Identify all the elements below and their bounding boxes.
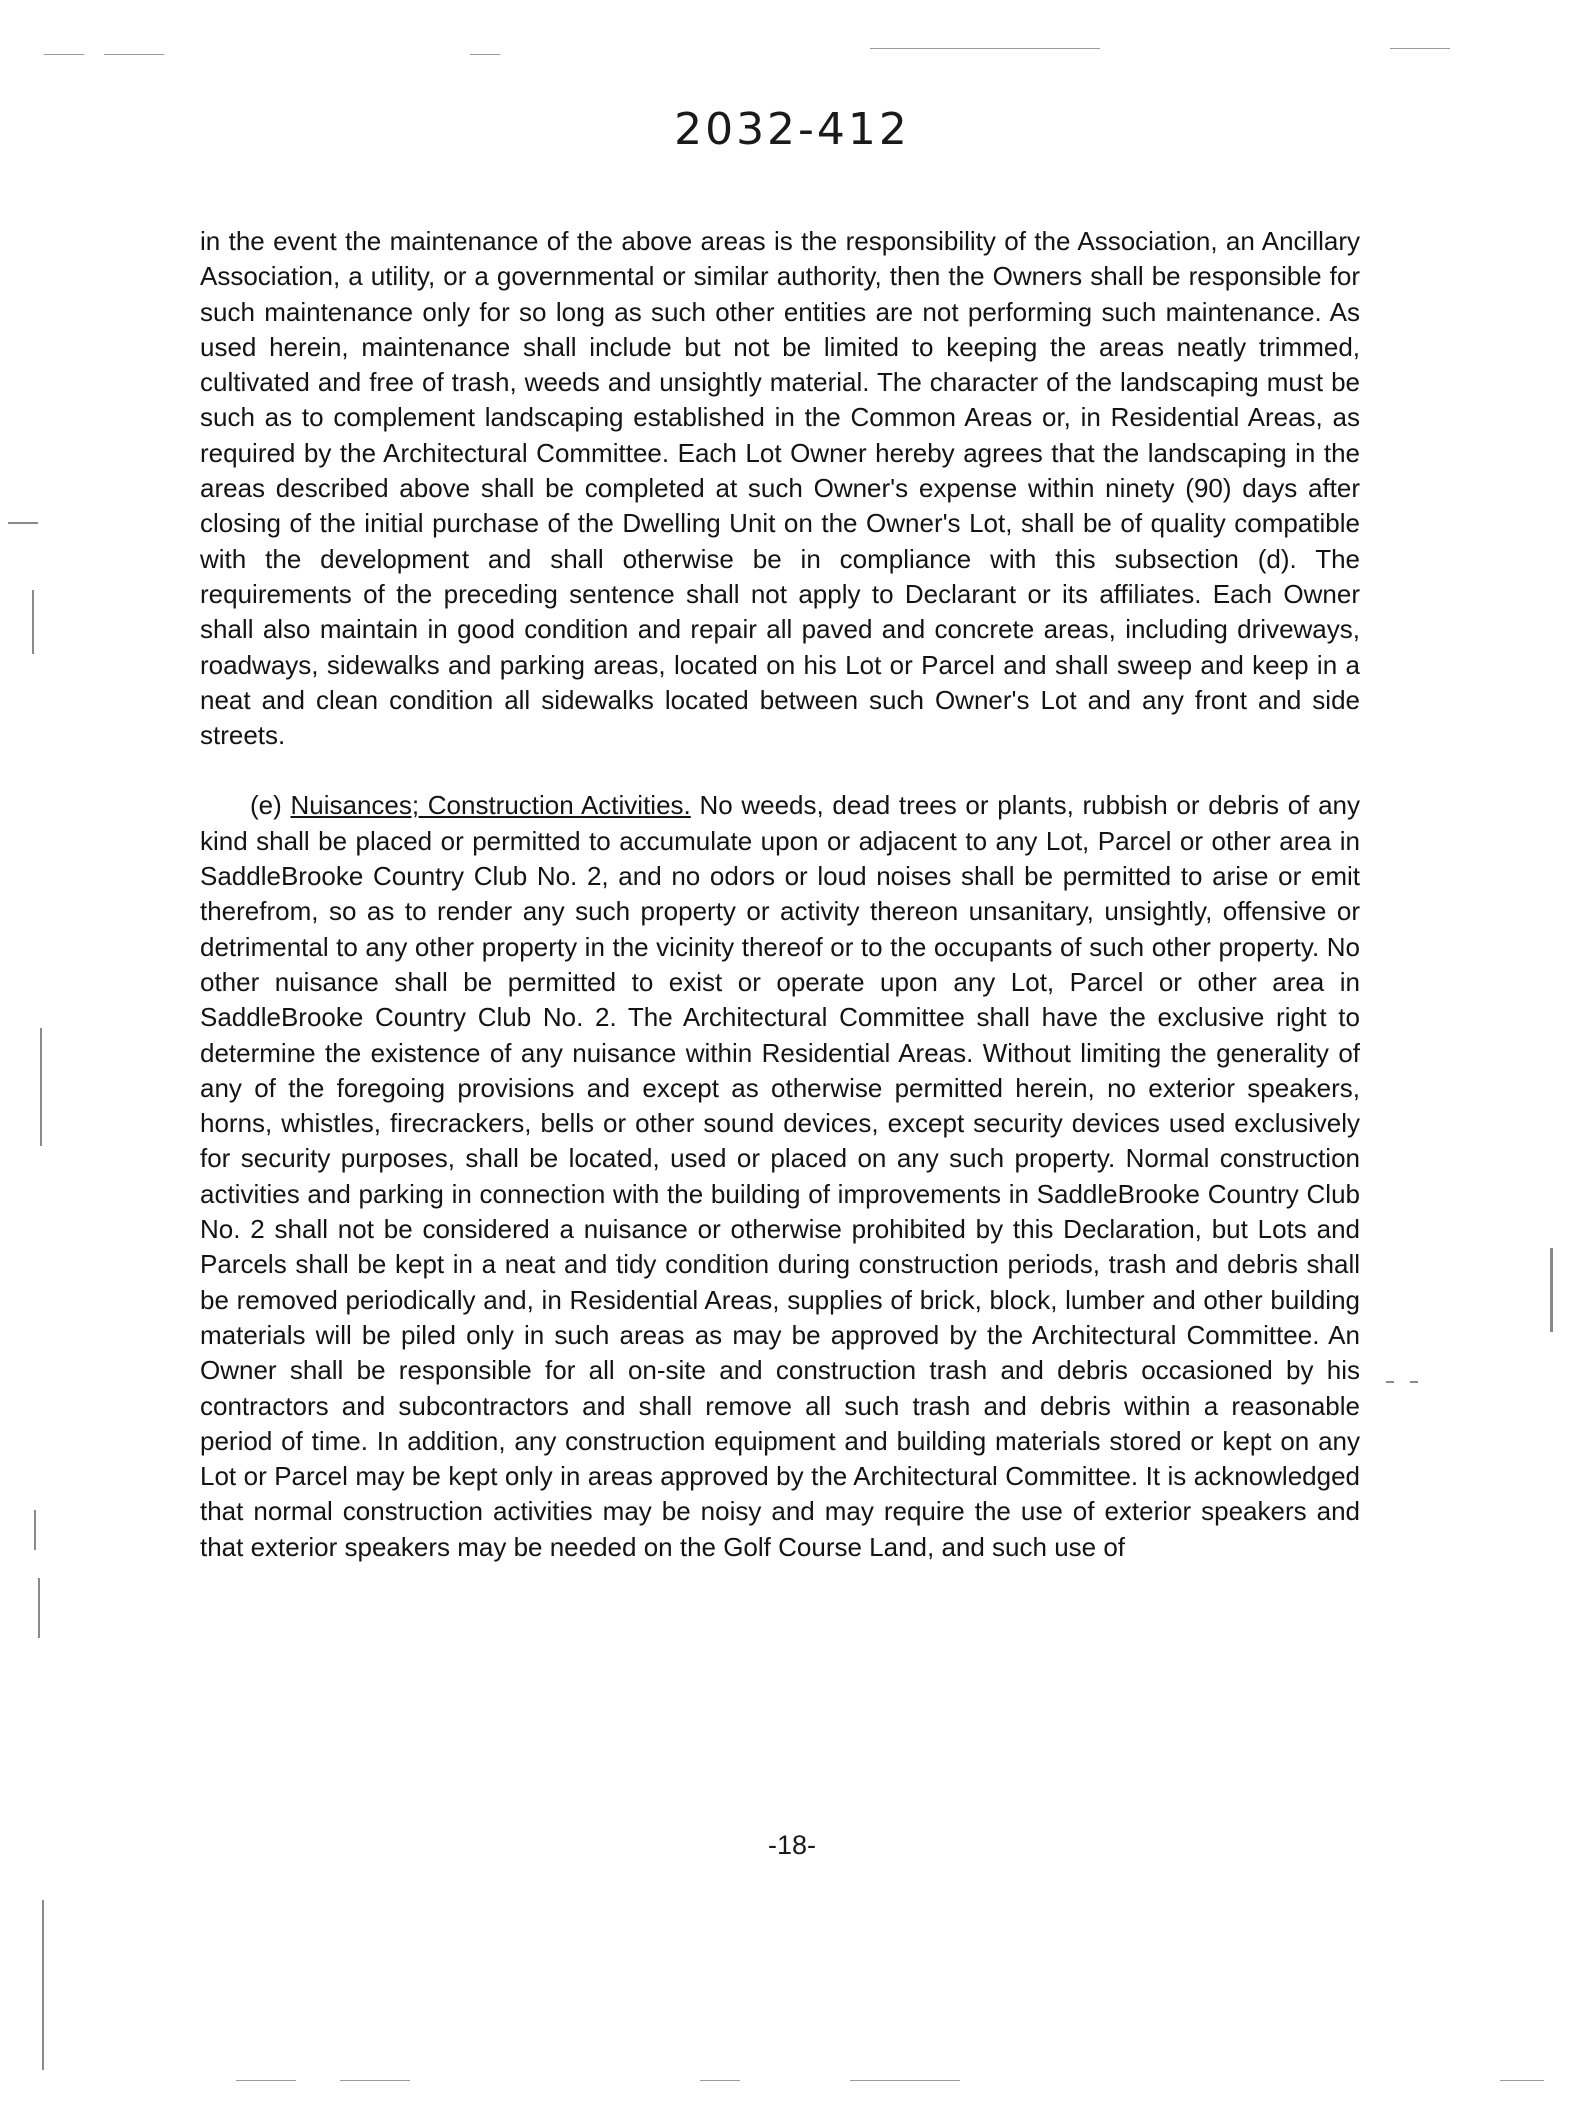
- document-body: [200, 224, 1360, 1565]
- scan-artifact: [1386, 1381, 1394, 1383]
- scan-artifact: [44, 54, 84, 55]
- scan-artifact: [40, 1028, 42, 1146]
- scan-artifact: [340, 2080, 410, 2081]
- scan-artifact: [8, 522, 38, 524]
- section-body: No weeds, dead trees or plants, rubbish or debris of any kind shall be placed or permitted to accumulate upon or adjacent to any Lot, Parcel or other area in SaddleBrooke Country Club No. 2, and no odors or loud noises shall be permitted to arise or emit therefrom, so as to render any such property or activity thereon unsanitary, unsightly, offensive or detrimental to any other property in the vicinity thereof or to the occupants of such other property. No other nuisance shall be permitted to exist or operate upon any Lot, Parcel or other area in SaddleBrooke Country Club No. 2. The Architectural Committee shall have the exclusive right to determine the existence of any nuisance within Residential Areas. Without limiting the generality of any of the foregoing provisions and except as otherwise permitted herein, no exterior speakers, horns, whistles, firecrackers, bells or other sound devices, except security devices used exclusively for security purposes, shall be located, used or placed on any such property. Normal construction activities and parking in connection with the building of improvements in SaddleBrooke Country Club No. 2 shall not be considered a nuisance or otherwise prohibited by this Declaration, but Lots and Parcels shall be kept in a neat and tidy condition during construction periods, trash and debris shall be removed periodically and, in Residential Areas, supplies of brick, block, lumber and other building materials will be piled only in such areas as may be approved by the Architectural Committee. An Owner shall be responsible for all on-site and construction trash and debris occasioned by his contractors and subcontractors and shall remove all such trash and debris within a reasonable period of time. In addition, any construction equipment and building materials stored or kept on any Lot or Parcel may be kept only in areas approved by the Architectural Committee. It is acknowledged that normal construction activities may be noisy and may require the use of exterior speakers and that exterior speakers may be needed on the Golf Course Land, and such use of: [200, 790, 1360, 1562]
- page-number: -18-: [767, 1830, 816, 1860]
- scan-artifact: [38, 1578, 40, 1638]
- scan-artifact: [1550, 1248, 1553, 1332]
- document-number: 2032-412: [674, 104, 910, 155]
- scan-artifact: [42, 1900, 44, 2070]
- scan-artifact: [1410, 1381, 1418, 1383]
- paragraph-nuisances: [200, 788, 1360, 1565]
- scan-artifact: [470, 54, 500, 55]
- section-label: (e): [250, 790, 282, 821]
- scan-artifact: [236, 2080, 296, 2081]
- scan-artifact: [104, 54, 164, 55]
- scan-artifact: [32, 590, 34, 654]
- paragraph-landscaping-maintenance: in the event the maintenance of the above areas is the responsibility of the Association, an Ancillary Association, a utility, or a governmental or similar authority, then the Owners shall be responsible for such maintenance only for so long as such other entities are not performing such maintenance. As used herein, maintenance shall include but not be limited to keeping the areas neatly trimmed, cultivated and free of trash, weeds and unsightly material. The character of the landscaping must be such as to complement landscaping established in the Common Areas or, in Residential Areas, as required by the Architectural Committee. Each Lot Owner hereby agrees that the landscaping in the areas described above shall be completed at such Owner's expense within ninety (90) days after closing of the initial purchase of the Dwelling Unit on the Owner's Lot, shall be of quality compatible with the development and shall otherwise be in compliance with this subsection (d). The requirements of the preceding sentence shall not apply to Declarant or its affiliates. Each Owner shall also maintain in good condition and repair all paved and concrete areas, including driveways, roadways, sidewalks and parking areas, located on his Lot or Parcel and shall sweep and keep in a neat and clean condition all sidewalks located between such Owner's Lot and any front and side streets.: [200, 226, 1360, 751]
- scan-artifact: [850, 2080, 960, 2081]
- scan-artifact: [700, 2080, 740, 2081]
- scan-artifact: [870, 48, 1100, 49]
- scan-artifact: [34, 1510, 36, 1550]
- scan-artifact: [1390, 48, 1450, 49]
- section-heading: Nuisances; Construction Activities.: [290, 790, 691, 821]
- scan-artifact: [1500, 2080, 1544, 2081]
